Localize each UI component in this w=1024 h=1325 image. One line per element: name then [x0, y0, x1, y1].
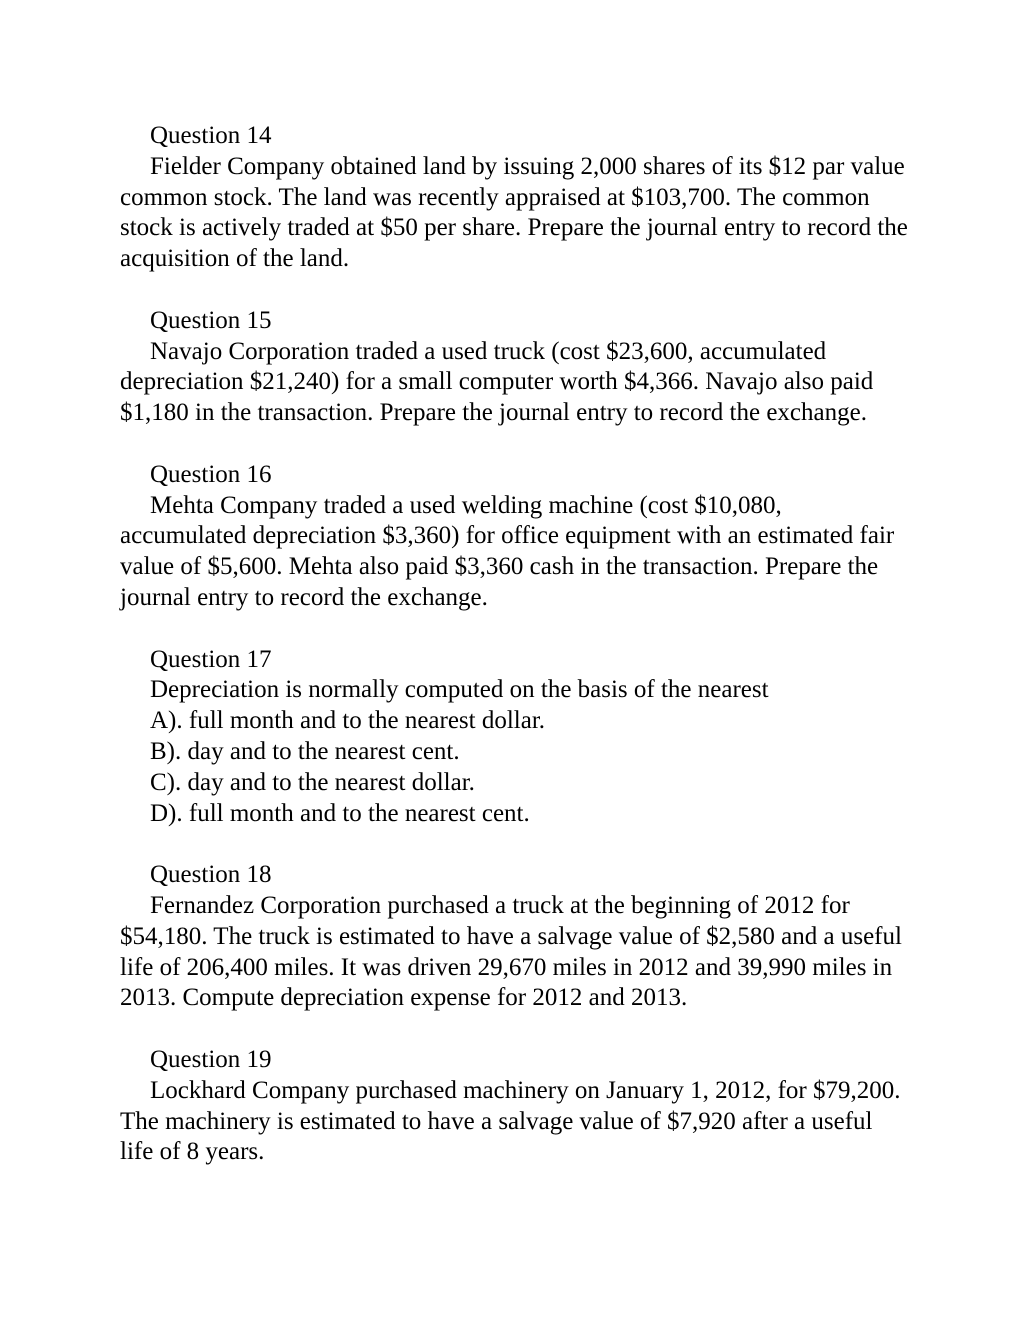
question-body: Navajo Corporation traded a used truck (cost $23,600, accumulated depreciation $21,240) for a small computer worth $4,366. Navajo also paid $1,180 in the transaction. Prepare the journal entry to record the exchange.: [120, 337, 874, 427]
question-heading: Question 19: [150, 1045, 272, 1073]
question-15: [120, 306, 910, 429]
question-heading: Question 18: [150, 861, 272, 889]
question-body: Fielder Company obtained land by issuing 2,000 shares of its $12 par value common stock. The land was recently appraised at $103,700. The common stock is actively traded at $50 per share. Prepare the journal entry to record the acquisition of the land.: [120, 152, 908, 273]
question-14: [120, 121, 910, 275]
answer-option-c: C). day and to the nearest dollar.: [150, 768, 475, 796]
question-body: Lockhard Company purchased machinery on January 1, 2012, for $79,200. The machinery is estimated to have a salvage value of $7,920 after a useful life of 8 years.: [120, 1076, 901, 1166]
question-body: Mehta Company traded a used welding machine (cost $10,080, accumulated depreciation $3,360) for office equipment with an estimated fair value of $5,600. Mehta also paid $3,360 cash in the transaction. Prepare the journal entry to record the exchange.: [120, 491, 895, 611]
question-18: [120, 860, 910, 1014]
question-heading: Question 15: [150, 306, 272, 334]
question-heading: Question 16: [150, 460, 272, 488]
question-heading: Question 17: [150, 645, 272, 673]
answer-option-b: B). day and to the nearest cent.: [150, 737, 460, 765]
answer-option-a: A). full month and to the nearest dollar.: [150, 707, 546, 735]
question-body: Depreciation is normally computed on the basis of the nearest: [150, 676, 769, 704]
question-heading: Question 14: [150, 122, 272, 149]
question-body: Fernandez Corporation purchased a truck at the beginning of 2012 for $54,180. The truck is estimated to have a salvage value of $2,580 and a useful life of 206,400 miles. It was driven 29,670 miles in 2012 and 39,990 miles in 2013. Compute depreciation expense for 2012 and 2013.: [120, 891, 902, 1012]
question-16: [120, 460, 910, 614]
answer-options: [120, 706, 910, 829]
document-page: [120, 121, 910, 1199]
answer-option-d: D). full month and to the nearest cent.: [150, 799, 530, 827]
question-17: [120, 645, 910, 830]
question-19: [120, 1045, 910, 1168]
